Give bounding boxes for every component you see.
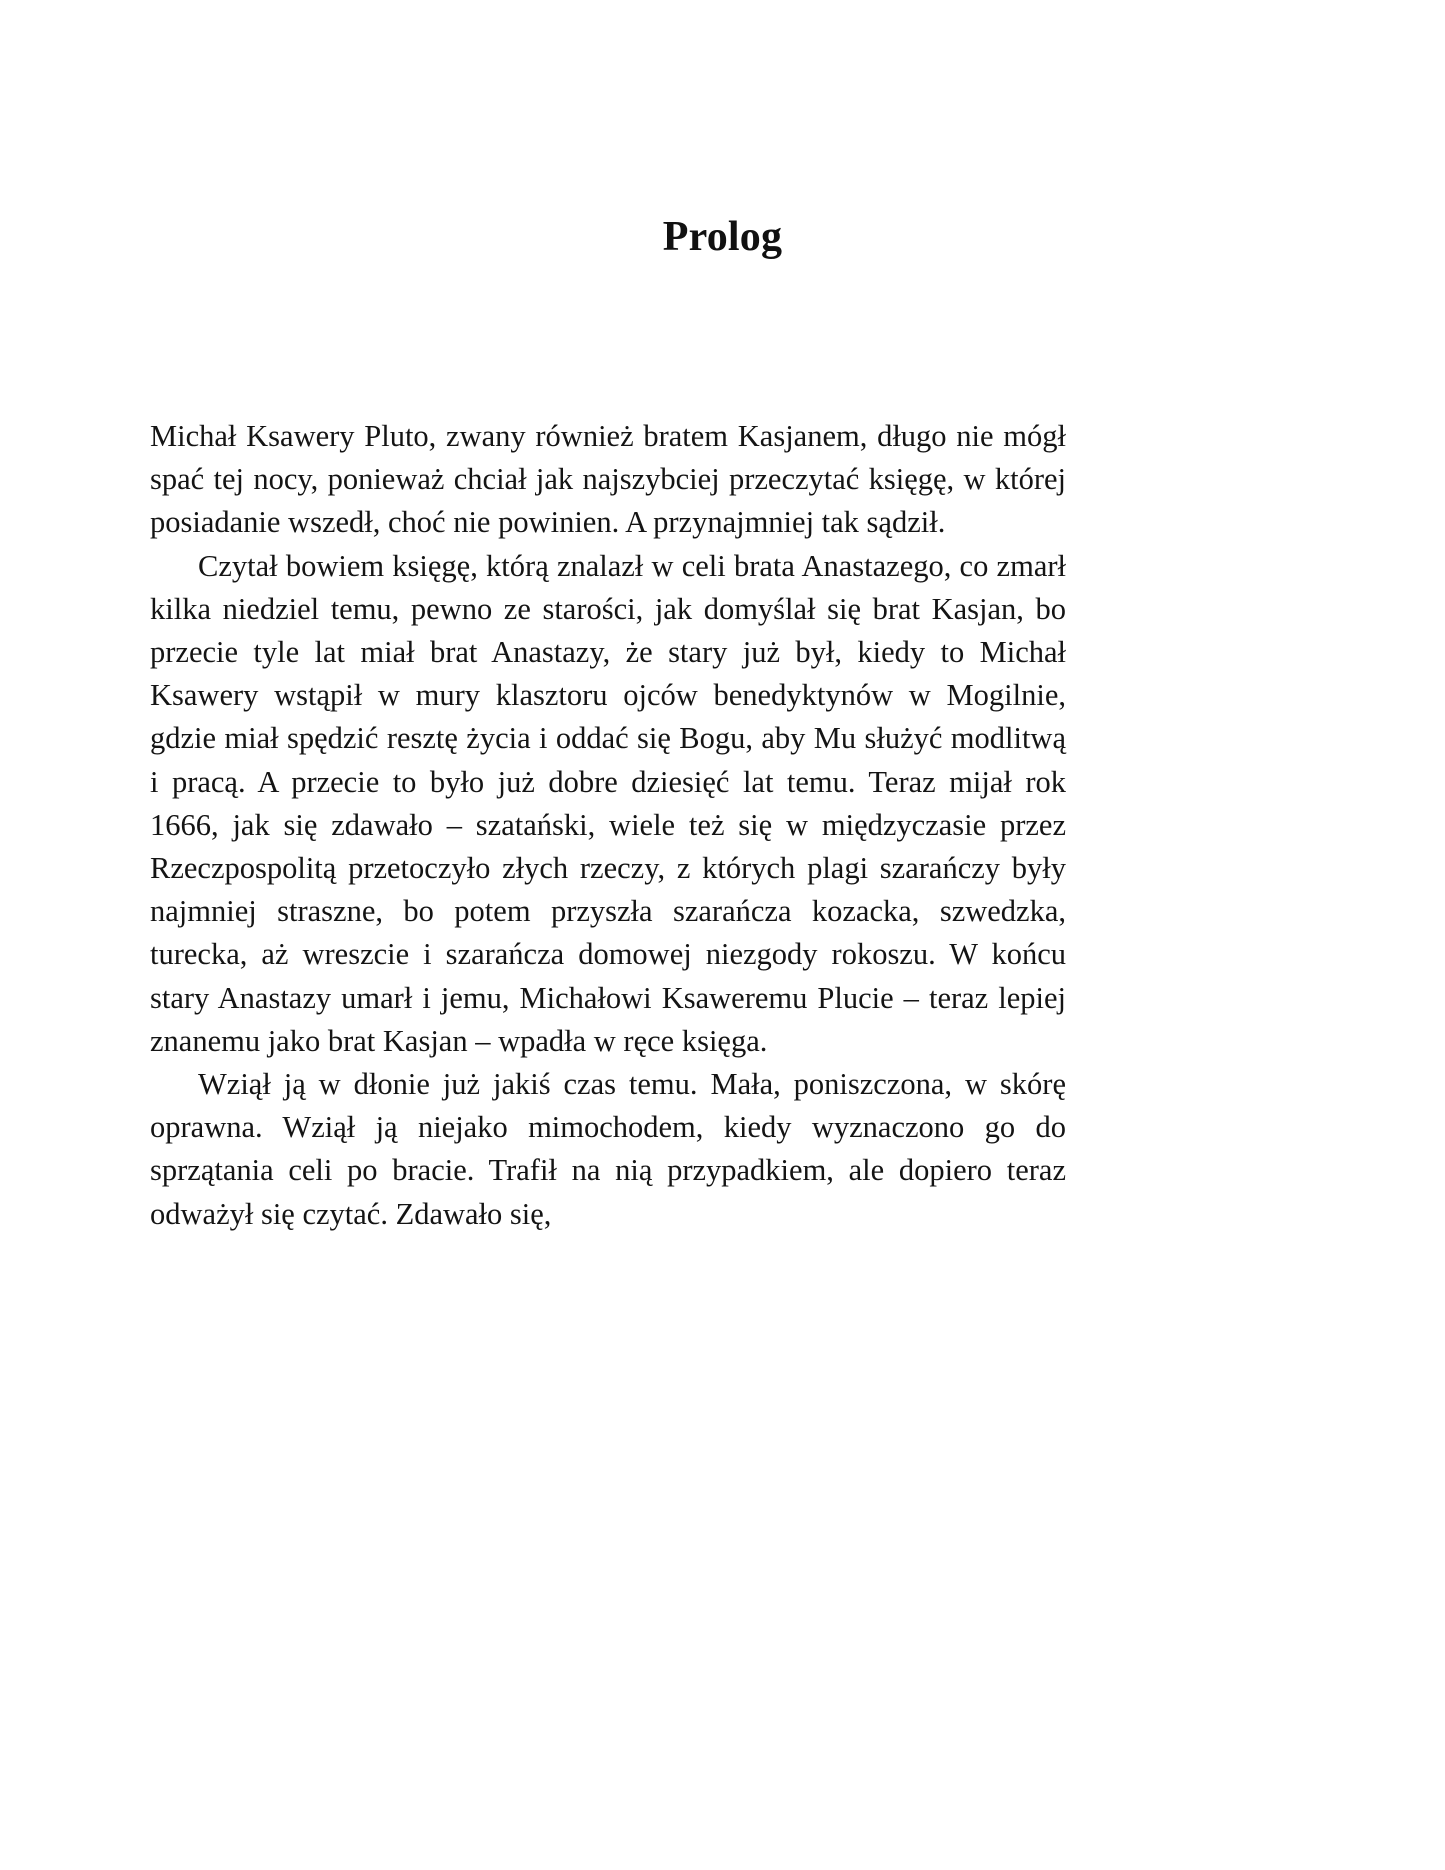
paragraph-1: Michał Ksawery Pluto, zwany również bratem Kasjanem, długo nie mógł spać tej nocy, ponieważ chciał jak najszybciej przeczytać księgę, w której posiadanie wszedł, choć nie powinien. A przynajmniej tak sądził. [150, 419, 1066, 540]
paragraph-3: Wziął ją w dłonie już jakiś czas temu. Mała, poniszczona, w skórę oprawna. Wziął ją niejako mimochodem, kiedy wyznaczono go do sprzątania celi po bracie. Trafił na nią przypadkiem, ale dopiero teraz odważył się czytać. Zdawało się, [150, 1067, 1066, 1231]
paragraph-2: Czytał bowiem księgę, którą znalazł w celi brata Anastazego, co zmarł kilka niedziel temu, pewno ze starości, jak domyślał się brat Kasjan, bo przecie tyle lat miał brat Anastazy, że stary już był, kiedy to Michał Ksawery wstąpił w mury klasztoru ojców benedyktynów w Mogilnie, gdzie miał spędzić resztę życia i oddać się Bogu, aby Mu służyć modlitwą i pracą. A przecie to było już dobre dziesięć lat temu. Teraz mijał rok 1666, jak się zdawało – szatański, wiele też się w międzyczasie przez Rzeczpospolitą przetoczyło złych rzeczy, z których plagi szarańczy były najmniej straszne, bo potem przyszła szarańcza kozacka, szwedzka, turecka, aż wreszcie i szarańcza domowej niezgody rokoszu. W końcu stary Anastazy umarł i jemu, Michałowi Ksaweremu Plucie – teraz lepiej znanemu jako brat Kasjan – wpadła w ręce księga. [150, 548, 1066, 1058]
body-text-block [150, 415, 1066, 1236]
page-title: Prolog [662, 214, 783, 261]
